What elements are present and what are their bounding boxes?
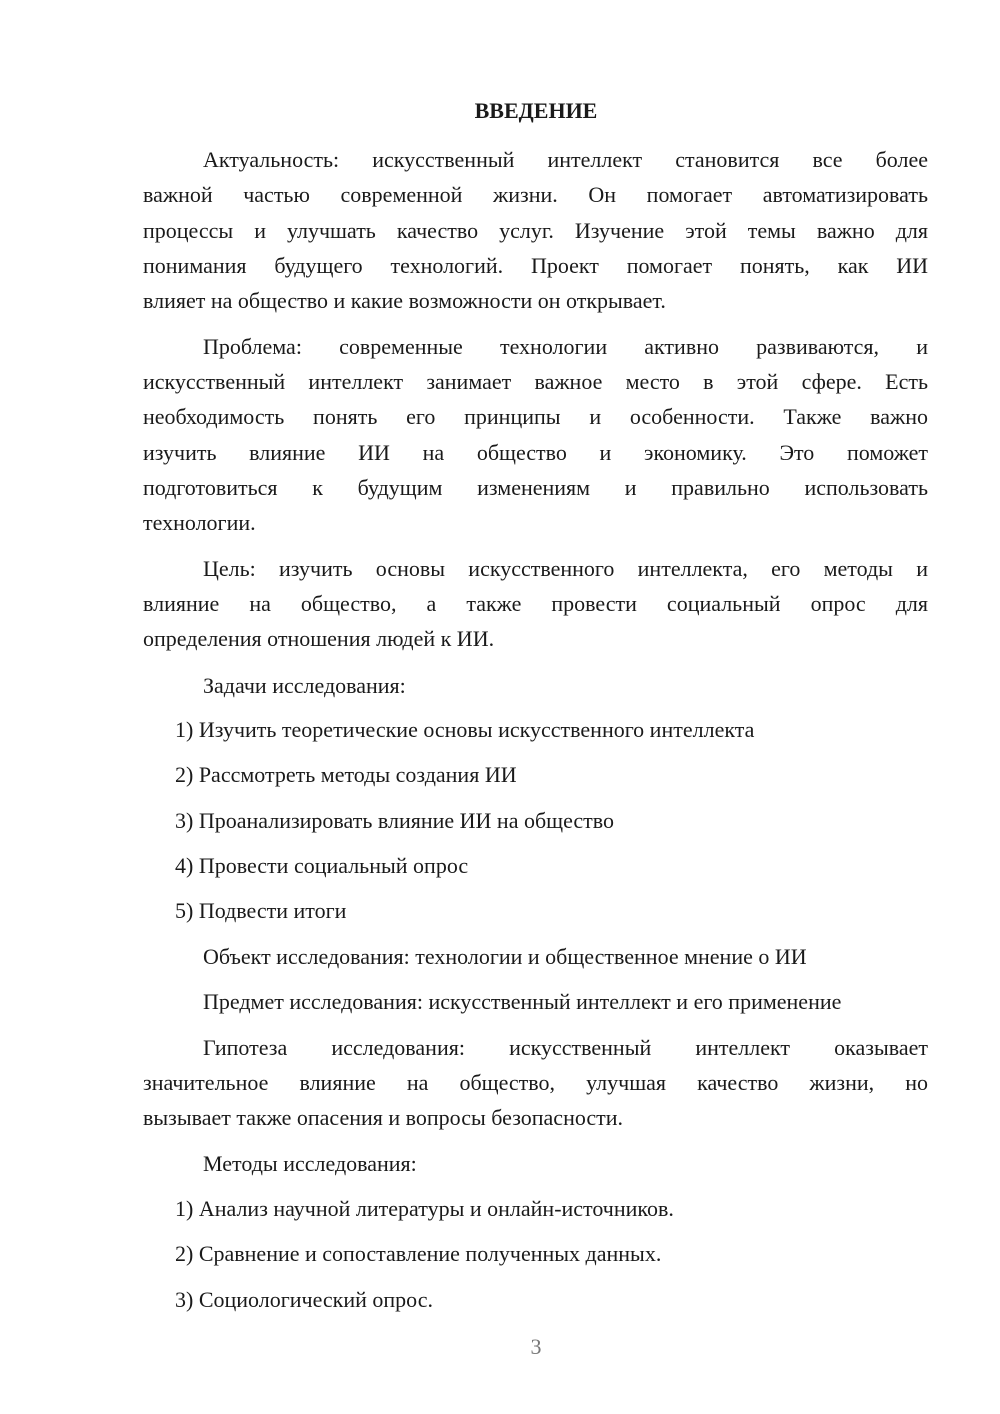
text-line: подготовиться к будущим изменениям и правильно использовать: [143, 475, 928, 500]
text-line: влияние на общество, а также провести социальный опрос для: [143, 591, 928, 616]
text-line: Гипотеза исследования: искусственный интеллект оказывает: [203, 1035, 928, 1060]
research-subject: Предмет исследования: искусственный интеллект и его применение: [203, 989, 842, 1014]
list-item: 4) Провести социальный опрос: [175, 853, 469, 878]
text-line: процессы и улучшать качество услуг. Изучение этой темы важно для: [143, 218, 928, 243]
methods-heading: Методы исследования:: [203, 1151, 417, 1176]
text-line: понимания будущего технологий. Проект помогает понять, как ИИ: [143, 253, 928, 278]
page-title: ВВЕДЕНИЕ: [474, 98, 598, 123]
list-item: 3) Социологический опрос.: [175, 1287, 433, 1312]
list-item: 1) Изучить теоретические основы искусственного интеллекта: [175, 717, 755, 742]
text-line: вызывает также опасения и вопросы безопасности.: [143, 1105, 624, 1130]
text-line: влияет на общество и какие возможности он открывает.: [143, 288, 666, 313]
list-item: 2) Сравнение и сопоставление полученных данных.: [175, 1241, 662, 1266]
text-line: искусственный интеллект занимает важное место в этой сфере. Есть: [143, 369, 928, 394]
text-line: Проблема: современные технологии активно развиваются, и: [203, 334, 928, 359]
list-item: 3) Проанализировать влияние ИИ на общество: [175, 808, 615, 833]
text-line: технологии.: [143, 510, 256, 535]
text-line: Актуальность: искусственный интеллект становится все более: [203, 147, 928, 172]
page-number: 3: [530, 1334, 542, 1359]
text-line: изучить влияние ИИ на общество и экономику. Это поможет: [143, 440, 928, 465]
text-line: Цель: изучить основы искусственного интеллекта, его методы и: [203, 556, 928, 581]
list-item: 2) Рассмотреть методы создания ИИ: [175, 762, 517, 787]
list-item: 1) Анализ научной литературы и онлайн-источников.: [175, 1196, 674, 1221]
research-object: Объект исследования: технологии и общественное мнение о ИИ: [203, 944, 807, 969]
text-line: значительное влияние на общество, улучшая качество жизни, но: [143, 1070, 928, 1095]
text-line: необходимость понять его принципы и особенности. Также важно: [143, 404, 928, 429]
text-line: важной частью современной жизни. Он помогает автоматизировать: [143, 182, 928, 207]
tasks-heading: Задачи исследования:: [203, 673, 406, 698]
list-item: 5) Подвести итоги: [175, 898, 347, 923]
text-line: определения отношения людей к ИИ.: [143, 626, 495, 651]
